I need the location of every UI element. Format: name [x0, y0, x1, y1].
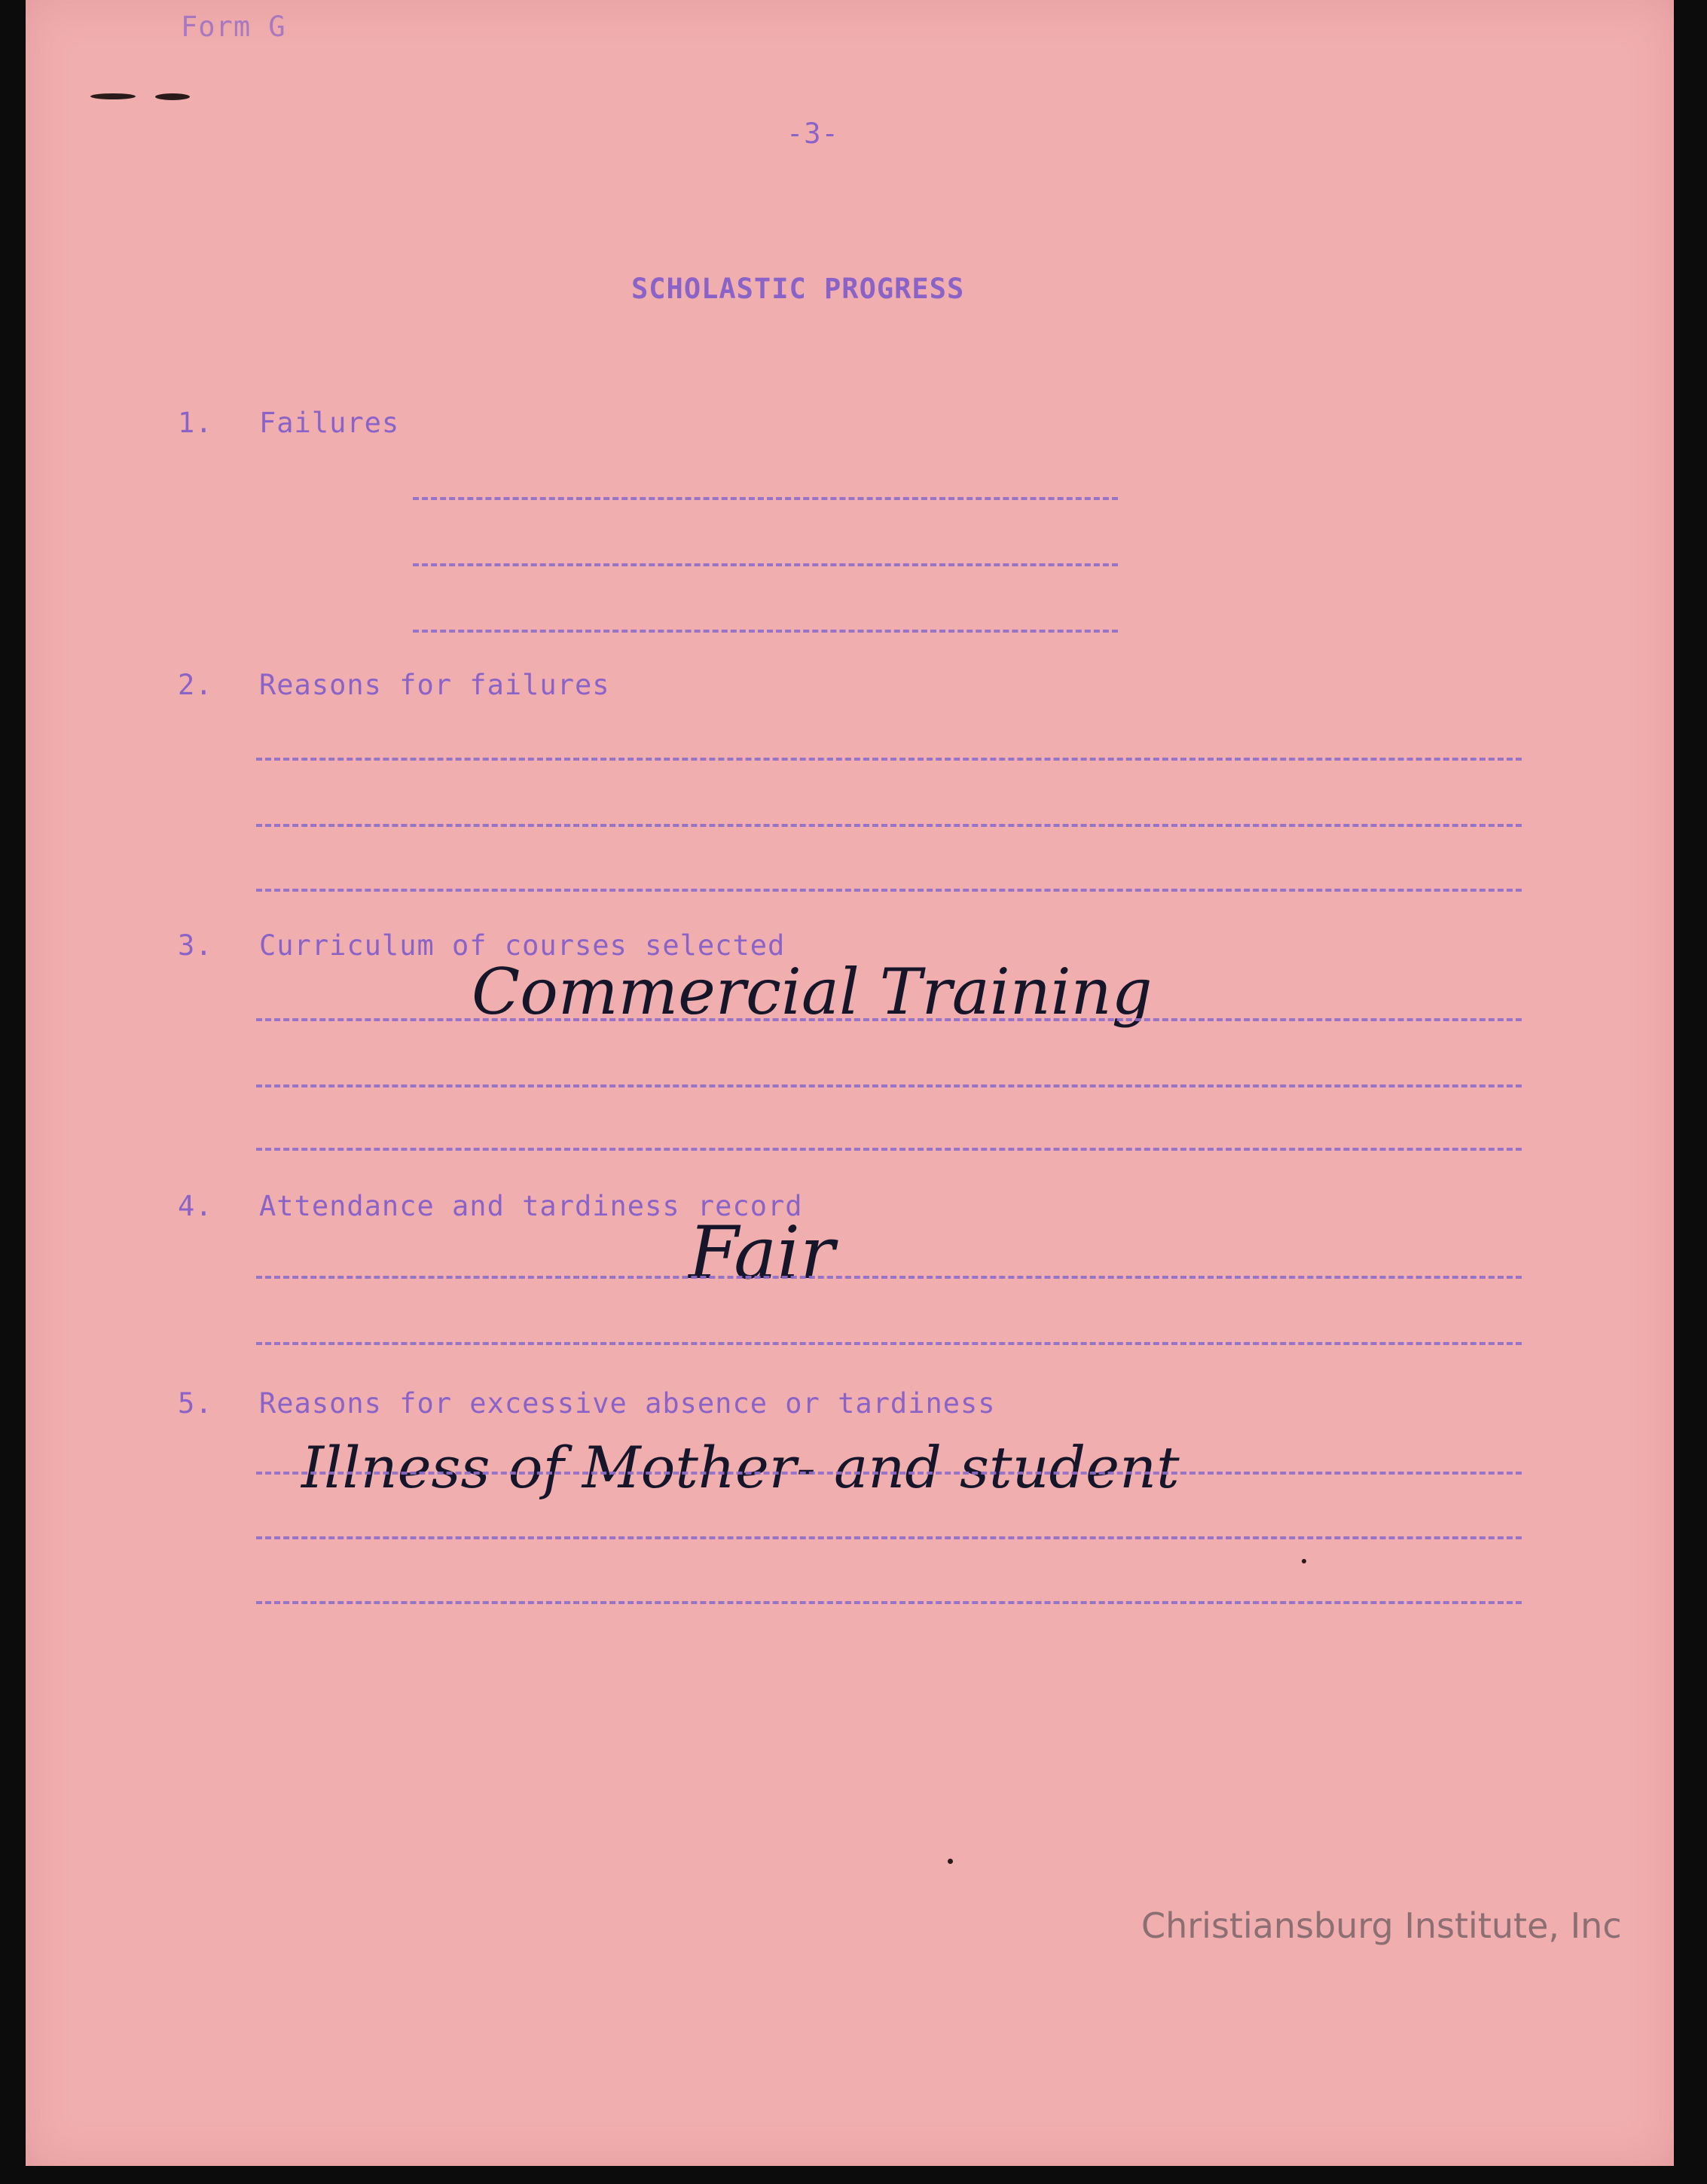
answer-line: [413, 563, 1118, 566]
ink-dot: [1302, 1559, 1306, 1563]
answer-line: [256, 889, 1522, 892]
answer-line: [256, 1148, 1522, 1151]
form-label: Form G: [181, 11, 286, 43]
answer-line: [256, 1536, 1522, 1539]
answer-line: [256, 758, 1522, 761]
answer-line: [256, 1084, 1522, 1087]
item-4-label: Attendance and tardiness record: [259, 1190, 803, 1222]
document-page: [26, 0, 1674, 2166]
page-title: SCHOLASTIC PROGRESS: [631, 273, 965, 305]
item-3-handwritten-answer: Commercial Training: [472, 955, 1153, 1029]
page-number: -3-: [786, 117, 839, 150]
ink-dot: [948, 1859, 953, 1864]
item-1-label: Failures: [259, 407, 400, 439]
item-4-number: 4.: [178, 1190, 213, 1222]
ink-mark: [155, 93, 190, 100]
answer-line: [256, 1601, 1522, 1604]
item-5-number: 5.: [178, 1387, 213, 1420]
answer-line: [413, 630, 1118, 633]
item-5-handwritten-answer: Illness of Mother- and student: [301, 1434, 1180, 1501]
answer-line: [256, 1472, 1522, 1475]
item-3-number: 3.: [178, 929, 213, 962]
answer-line: [413, 497, 1118, 500]
answer-line: [256, 1342, 1522, 1345]
item-2-label: Reasons for failures: [259, 669, 610, 701]
item-2-number: 2.: [178, 669, 213, 701]
ink-mark: [90, 93, 136, 99]
item-3-label: Curriculum of courses selected: [259, 929, 786, 962]
item-5-label: Reasons for excessive absence or tardiness: [259, 1387, 996, 1420]
item-4-handwritten-answer: Fair: [689, 1211, 835, 1295]
answer-line: [256, 1018, 1522, 1021]
answer-line: [256, 1276, 1522, 1279]
item-1-number: 1.: [178, 407, 213, 439]
answer-line: [256, 824, 1522, 827]
watermark: Christiansburg Institute, Inc: [1141, 1905, 1622, 1946]
